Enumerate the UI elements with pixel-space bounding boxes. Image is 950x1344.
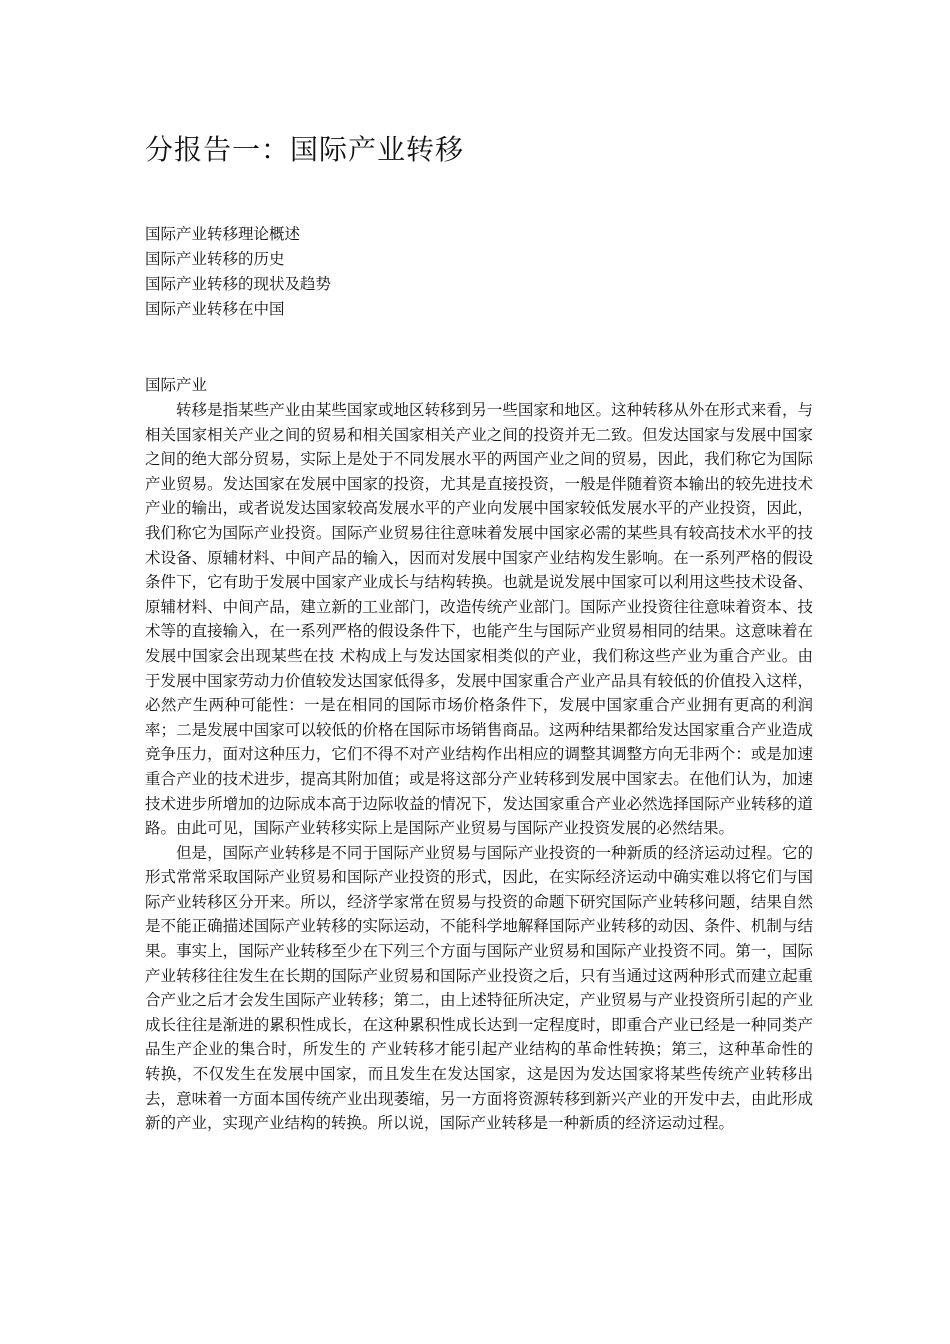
paragraph: 但是，国际产业转移是不同于国际产业贸易与国际产业投资的一种新质的经济运动过程。它的形式常常采取国际产业贸易和国际产业投资的形式，因此，在实际经济运动中确实难以将它们与国际产业转移区分开来。所以，经济学家常在贸易与投资的命题下研究国际产业转移问题，结果自然是不能正确描述国际产业转移的实际运动，不能科学地解释国际产业转移的动因、条件、机制与结果。事实上，国际产业转移至少在下列三个方面与国际产业贸易和国际产业投资不同。第一，国际产业转移往往发生在长期的国际产业贸易和国际产业投资之后，只有当通过这两种形式而建立起重合产业之后才会发生国际产业转移；第二，由上述特征所决定，产业贸易与产业投资所引起的产业成长往往是渐进的累积性成长，在这种累积性成长达到一定程度时，即重合产业已经是一种同类产品生产企业的集合时，所发生的 产业转移才能引起产业结构的革命性转换；第三，这种革命性的转换，不仅发生在发展中国家，而且发生在发达国家，这是因为发达国家将某些传统产业转移出去，意味着一方面本国传统产业出现萎缩，另一方面将资源转移到新兴产业的开发中去，由此形成新的产业，实现产业结构的转换。所以说，国际产业转移是一种新质的经济运动过程。 [145,843,813,1133]
table-of-contents [145,222,331,322]
toc-item: 国际产业转移理论概述 [145,225,301,243]
section-heading: 国际产业 [145,376,208,394]
paragraph: 转移是指某些产业由某些国家或地区转移到另一些国家和地区。这种转移从外在形式来看，与相关国家相关产业之间的贸易和相关国家相关产业之间的投资并无二致。但发达国家与发展中国家之间的绝大部分贸易，实际上是处于不同发展水平的两国产业之间的贸易，因此，我们称它为国际产业贸易。发达国家在发展中国家的投资，尤其是直接投资，一般是伴随着资本输出的较先进技术产业的输出，或者说发达国家较高发展水平的产业向发展中国家较低发展水平的产业投资，因此，我们称它为国际产业投资。国际产业贸易往往意味着发展中国家必需的某些具有较高技术水平的技术设备、原辅材料、中间产品的输入，因而对发展中国家产业结构发生影响。在一系列严格的假设条件下，它有助于发展中国家产业成长与结构转换。也就是说发展中国家可以利用这些技术设备、原辅材料、中间产品，建立新的工业部门，改造传统产业部门。国际产业投资往往意味着资本、技术等的直接输入，在一系列严格的假设条件下，也能产生与国际产业贸易相同的结果。这意味着在发展中国家会出现某些在技 术构成上与发达国家相类似的产业，我们称这些产业为重合产业。由于发展中国家劳动力价值较发达国家低得多，发展中国家重合产业产品具有较低的价值投入这样，必然产生两种可能性：一是在相同的国际市场价格条件下，发展中国家重合产业拥有更高的利润率；二是发展中国家可以较低的价格在国际市场销售商品。这两种结果都给发达国家重合产业造成竞争压力，面对这种压力，它们不得不对产业结构作出相应的调整其调整方向无非两个：或是加速重合产业的技术进步，提高其附加值；或是将这部分产业转移到发展中国家去。在他们认为，加速技术进步所增加的边际成本高于边际收益的情况下，发达国家重合产业必然选择国际产业转移的道路。由此可见，国际产业转移实际上是国际产业贸易与国际产业投资发展的必然结果。 [145,401,813,838]
toc-item: 国际产业转移的历史 [145,250,285,268]
body-text [145,398,813,1136]
toc-item: 国际产业转移的现状及趋势 [145,275,332,293]
toc-item: 国际产业转移在中国 [145,300,285,318]
report-title: 分报告一：国际产业转移 [145,133,465,166]
